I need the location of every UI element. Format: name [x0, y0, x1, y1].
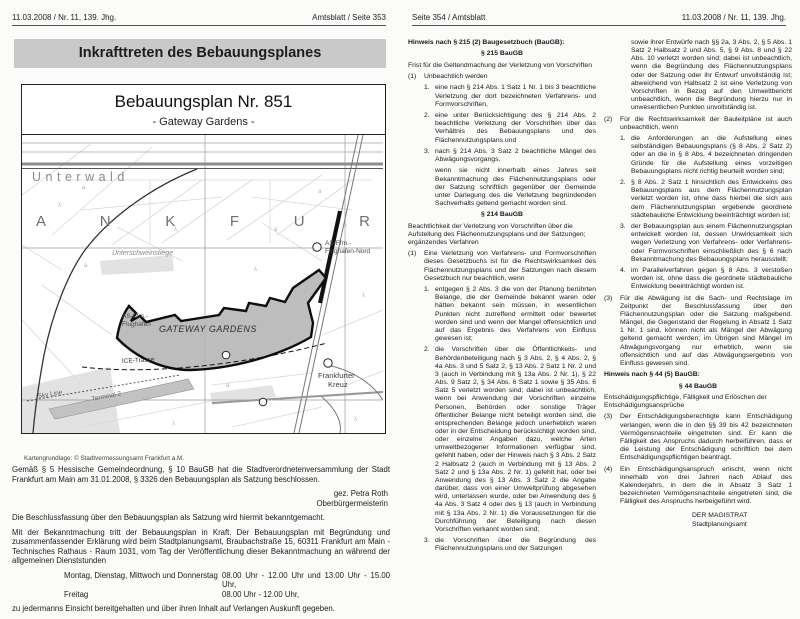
- left-page-body: [12, 465, 390, 619]
- item-3-continuation: sowie ihrer Entwürfe nach §§ 2a, 3 Abs. 2, § 5 Abs. 1 Satz 2 Halbsatz 2 und Abs. 5, § 9 Abs. 8 und § 22 Abs. 10 verletzt worden sind; dabei ist unbeachtlich, wenn die Begründung des Flächennutzungsplans oder der Satzung oder ihr Entwurf unvollständig ist; abweichend von Halbsatz 2 ist eine Verletzung von Vorschriften in Bezug auf den Umweltbericht unbeachtlich, wenn die Begründung hierzu nur in unwesentlichen Punkten unvollständig ist.: [631, 39, 792, 112]
- item-text: eine unter Berücksichtigung des § 214 Abs. 2 beachtliche Verletzung der Vorschriften über das Verhältnis des Bebauungsplans und des Flächennutzungsplans und: [435, 112, 596, 144]
- office-hours-row: [64, 590, 390, 600]
- paragraph-3: [604, 295, 792, 368]
- legal-text-column-2: [604, 39, 792, 529]
- map-label-sky-line: Sky Line: [37, 389, 63, 400]
- hours-days: Montag, Dienstag, Mittwoch und Donnerstag: [64, 570, 218, 580]
- svg-text:a: a: [318, 189, 322, 195]
- item-text: entgegen § 2 Abs. 3 die von der Planung berührten Belange, die der Gemeinde bekannt waren oder hätten bekannt sein müssen, in wesentlichen Punkten nicht zutreffend ermittelt oder bewertet worden sind und wenn der Mangel offensichtlich und auf das Ergebnis des Verfahrens von Einfluss gewesen ist;: [435, 286, 596, 343]
- map-label-frankfurter: Frankfurter: [318, 371, 355, 380]
- header-page-number: Amtsblatt / Seite 353: [312, 13, 386, 22]
- paragraph-text: Ein Entschädigungsanspruch erlischt, wenn nicht innerhalb von drei Jahren nach Ablauf des Kalenderjahrs, in dem die in Absatz 3 Satz 1 bezeichneten Vermögensnachteile eingetreten sind, die Fälligkeit des Anspruchs herbeigeführt wird.: [620, 465, 792, 506]
- paragraph-marker: (2): [604, 115, 613, 123]
- header-date: 11.03.2008 / Nr. 11, 139. Jhg.: [681, 13, 786, 22]
- hours-time: 08.00 Uhr - 12.00 Uhr,: [222, 589, 300, 599]
- list-item: [424, 112, 596, 145]
- item-marker: 2.: [424, 112, 430, 120]
- s215-subtitle: Frist für die Geltendmachung der Verletzung von Vorschriften: [408, 61, 592, 69]
- signoff-magistrat: DER MAGISTRAT: [692, 512, 748, 520]
- s44-title: § 44 BauGB: [678, 382, 718, 390]
- paragraph-1: [408, 250, 596, 283]
- item-text: die Vorschriften über die Öffentlichkeits- und Behördenbeteiligung nach § 3 Abs. 2, § 4 Abs. 2, § 4a Abs. 3 und 5 Satz 2, § 13 Abs. 2 Satz 1 Nr. 2 und 3 (auch in Verbindung mit § 13a Abs. 2 Nr. 1), § 22 Abs. 9 Satz 2, § 34 Abs. 6 Satz 1 sowie § 35 Abs. 6 Satz 5 verletzt worden sind; dabei ist unbeachtlich, wenn bei Anwendung der Vorschriften einzelne Personen, Behörden oder sonstige Träger öffentlicher Belange nicht beteiligt worden sind, die entsprechenden Belange jedoch unerheblich waren oder in der Entscheidung berücksichtigt worden sind, oder einzelne Angaben dazu, welche Arten umweltbezogener Informationen verfügbar sind, gefehlt haben, oder der Hinweis nach § 3 Abs. 2 Satz 2 Halbsatz 2 (auch in Verbindung mit § 13 Abs. 2 Satz 2 und § 13a Abs. 2 Nr. 1) gefehlt hat, oder bei Anwendung des § 13 Abs. 3 Satz 2 die Angabe darüber, dass von einer Umweltprüfung abgesehen wird, unterlassen wurde, oder bei Anwendung des § 4a Abs. 3 Satz 4 oder des § 13 (auch in Verbindung mit § 13a Abs. 2 Nr. 1) die Voraussetzungen für die Durchführung der Beteiligung nach diesen Vorschriften verkannt worden sind;: [435, 346, 596, 533]
- list-item: [424, 537, 596, 553]
- legal-text-column-1: [408, 39, 596, 557]
- list-item: [620, 267, 792, 291]
- plan-area-boundary: [117, 270, 326, 370]
- map-label-as-1: AS-Ffm.-: [122, 313, 148, 320]
- map-label-terminal-2: Terminal 2: [91, 390, 122, 403]
- left-page-header: [12, 13, 386, 26]
- list-item: [424, 84, 596, 108]
- signature-block: [12, 489, 388, 508]
- item-marker: 3.: [424, 147, 430, 155]
- resolution-paragraph: Gemäß § 5 Hessische Gemeindeordnung, § 10 BauGB hat die Stadtverordnetenversammlung der Stadt Frankfurt am Main am 31.01.2008, § 3326 den Bebauungsplan als Satzung beschlossen.: [12, 465, 390, 484]
- s215-title: § 215 BauGB: [481, 50, 523, 58]
- map-label-as-nord-1: AS-Ffm.-: [325, 240, 351, 247]
- paragraph-marker: (3): [604, 413, 613, 421]
- map-title-block: [22, 85, 385, 135]
- header-date: 11.03.2008 / Nr. 11, 139. Jhg.: [12, 13, 117, 22]
- signoff-stadtplanungsamt: Stadtplanungsamt: [692, 520, 747, 528]
- svg-text:a: a: [274, 227, 278, 233]
- hinweis-215-heading: Hinweis nach § 215 (2) Baugesetzbuch (BauGB):: [408, 39, 565, 46]
- site-map: [22, 135, 383, 433]
- svg-text:λ: λ: [172, 421, 175, 427]
- paragraph-1-tail: wenn sie nicht innerhalb eines Jahres seit Bekanntmachung des Flächennutzungsplans oder der Satzung schriftlich gegenüber der Gemeinde unter Darlegung des die Verletzung begründenden Sachverhalts geltend gemacht worden sind.: [435, 167, 596, 207]
- list-item: [620, 223, 792, 264]
- paragraph-text: Eine Verletzung von Verfahrens- und Formvorschriften dieses Gesetzbuchs ist für die Rechtswirksamkeit des Flächennutzungsplans und der Satzungen nach diesem Gesetzbuch nur beachtlich, wenn: [424, 250, 596, 282]
- item-marker: 2.: [620, 179, 626, 187]
- item-marker: 3.: [424, 537, 430, 545]
- item-marker: 1.: [620, 135, 626, 143]
- item-text: im Parallelverfahren gegen § 8 Abs. 3 verstoßen worden ist, ohne dass die geordnete städtebauliche Entwicklung beeinträchtigt worden ist.: [631, 267, 792, 291]
- paragraph-44-3: [604, 413, 792, 462]
- effective-paragraph: Mit der Bekanntmachung tritt der Bebauungsplan in Kraft. Der Bebauungsplan mit Begründung und zusammenfassender Erklärung wird beim Stadtplanungsamt, Braubachstraße 15, 60311 Frankfurt am Main - Technisches Rathaus - Raum 1031, vom Tag der Veröffentlichung dieser Bekanntmachung an während der allgemeinen Dienststunden: [12, 527, 390, 566]
- paragraph-text: Der Entschädigungsberechtigte kann Entschädigung verlangen, wenn die in den §§ 39 bis 42 bezeichneten Vermögensnachteile eingetreten sind. Er kann die Fälligkeit des Anspruchs dadurch herbeiführen, dass er die Leistung der Entschädigung schriftlich bei dem Entschädigungspflichtigen beantragt.: [620, 413, 792, 462]
- map-label-kreuz: Kreuz: [328, 380, 348, 389]
- paragraph-text: Unbeachtlich werden: [424, 73, 488, 81]
- svg-text:λ: λ: [174, 227, 177, 233]
- item-text: nach § 214 Abs. 3 Satz 2 beachtliche Mängel des Abwägungsvorgangs,: [435, 147, 596, 163]
- item-marker: 2.: [424, 346, 430, 354]
- right-page: [400, 0, 800, 600]
- item-text: eine nach § 214 Abs. 1 Satz 1 Nr. 1 bis 3 beachtliche Verletzung der dort bezeichneten Verfahrens- und Formvorschriften,: [435, 84, 596, 108]
- list-item: [424, 148, 596, 164]
- hinweis-44-heading: Hinweis nach § 44 (5) BauGB:: [604, 371, 700, 379]
- list-item: [424, 346, 596, 534]
- autobahn-a3-lines: [22, 143, 383, 169]
- notice-title-banner: Inkrafttreten des Bebauungsplanes: [14, 39, 386, 68]
- map-label-gateway-gardens: GATEWAY GARDENS: [159, 324, 257, 334]
- paragraph-marker: (1): [408, 73, 417, 81]
- left-page: [0, 0, 400, 614]
- paragraph-text: Für die Abwägung ist die Sach- und Rechtslage im Zeitpunkt der Beschlussfassung über den Flächennutzungsplan oder die Satzung maßgebend. Mängel, die Gegenstand der Regelung in Absatz 1 Satz 1 Nr. 1 sind, können nicht als Mängel der Abwägung geltend gemacht werden; im Übrigen sind Mängel im Abwägungsvorgang nur erheblich, wenn sie offensichtlich und auf das Abwägungsergebnis von Einfluss gewesen sind.: [620, 294, 792, 367]
- map-label-as-nord-2: Flughafen-Nord: [325, 248, 371, 255]
- signature-name: gez. Petra Roth: [333, 489, 388, 498]
- paragraph-marker: (4): [604, 465, 613, 473]
- s44-subtitle: Entschädigungspflichtige, Fälligkeit und Erlöschen der Entschädigungsansprüche: [604, 393, 767, 410]
- list-item: [424, 286, 596, 343]
- hours-days: Freitag: [64, 589, 89, 599]
- office-hours: [64, 571, 390, 600]
- hours-time: 08.00 Uhr - 12.00 Uhr und 13.00 Uhr - 15.00 Uhr,: [222, 570, 390, 590]
- item-marker: 3.: [620, 223, 626, 231]
- paragraph-1: [408, 73, 596, 81]
- office-hours-row: [64, 571, 390, 590]
- map-label-unterwald: Unterwald: [32, 170, 129, 184]
- s214-title: § 214 BauGB: [481, 211, 523, 219]
- right-page-header: [412, 13, 786, 26]
- inspection-paragraph: zu jedermanns Einsicht bereitgehalten und über ihren Inhalt auf Verlangen Auskunft gegeben.: [12, 604, 335, 614]
- svg-text:λ: λ: [362, 293, 365, 299]
- svg-text:λ: λ: [354, 417, 357, 423]
- item-marker: 1.: [424, 286, 430, 294]
- svg-text:λ: λ: [344, 223, 347, 229]
- map-label-unterschweinstiege: Unterschweinstiege: [112, 250, 174, 257]
- paragraph-marker: (3): [604, 294, 613, 302]
- map-subtitle: - Gateway Gardens -: [152, 116, 255, 128]
- paragraph-text: Für die Rechtswirksamkeit der Bauleitpläne ist auch unbeachtlich, wenn: [620, 115, 792, 131]
- paragraph-marker: (1): [408, 250, 417, 258]
- map-label-as-2: Flughafen: [122, 321, 151, 328]
- announcement-paragraph: Die Beschlussfassung über den Bebauungsplan als Satzung wird hiermit bekanntgemacht.: [12, 513, 325, 523]
- s214-subtitle: Beachtlichkeit der Verletzung von Vorschriften über die Aufstellung des Flächennutzungsplans und der Satzungen; ergänzendes Verfahren: [408, 222, 586, 246]
- svg-text:λ: λ: [58, 203, 61, 209]
- svg-text:a: a: [84, 263, 88, 269]
- item-text: die Anforderungen an die Aufstellung eines selbständigen Bebauungsplans (§ 8 Abs. 2 Satz 2) oder an die in § 8 Abs. 4 bezeichneten dringenden Gründe für die Aufstellung eines vorzeitigen Bebauungsplans nicht richtig beurteilt worden sind;: [631, 135, 792, 175]
- item-text: der Bebauungsplan aus einem Flächennutzungsplan entwickelt worden ist, dessen Unwirksamkeit sich wegen Verletzung von Verfahrens- oder Verfahrens- oder Formvorschriften einschließlich des § 6 nach Bekanntmachung des Bebauungsplans herausstellt;: [631, 223, 792, 263]
- map-label-ice-trasse: ICE-Trasse: [121, 356, 155, 365]
- list-item: [620, 179, 792, 220]
- item-marker: 1.: [424, 84, 430, 92]
- svg-text:a: a: [226, 383, 230, 389]
- map-label-city-letters: A N K F U R: [36, 213, 370, 230]
- svg-text:a: a: [82, 185, 86, 191]
- item-marker: 4.: [620, 267, 626, 274]
- svg-text:λ: λ: [254, 267, 257, 273]
- list-item: [620, 135, 792, 176]
- header-page-number: Seite 354 / Amtsblatt: [412, 13, 486, 22]
- item-text: § 8 Abs. 2 Satz 1 hinsichtlich des Entwickelns des Bebauungsplans aus dem Flächennutzungsplan verletzt worden ist, ohne dass hierbei die sich aus dem Flächennutzungsplan ergebende geordnete städtebauliche Entwicklung beeinträchtigt worden ist;: [631, 179, 792, 219]
- map-title: Bebauungsplan Nr. 851: [114, 92, 293, 111]
- signature-title: Oberbürgermeisterin: [316, 498, 388, 508]
- map-figure: [21, 84, 386, 434]
- paragraph-44-4: [604, 466, 792, 507]
- signoff-block: [692, 512, 792, 529]
- map-caption: Kartengrundlage: © Stadtvermessungsamt Frankfurt a.M.: [24, 455, 185, 462]
- item-text: die Vorschriften über die Begründung des Flächennutzungsplans und der Satzungen: [435, 537, 596, 553]
- paragraph-2: [604, 116, 792, 132]
